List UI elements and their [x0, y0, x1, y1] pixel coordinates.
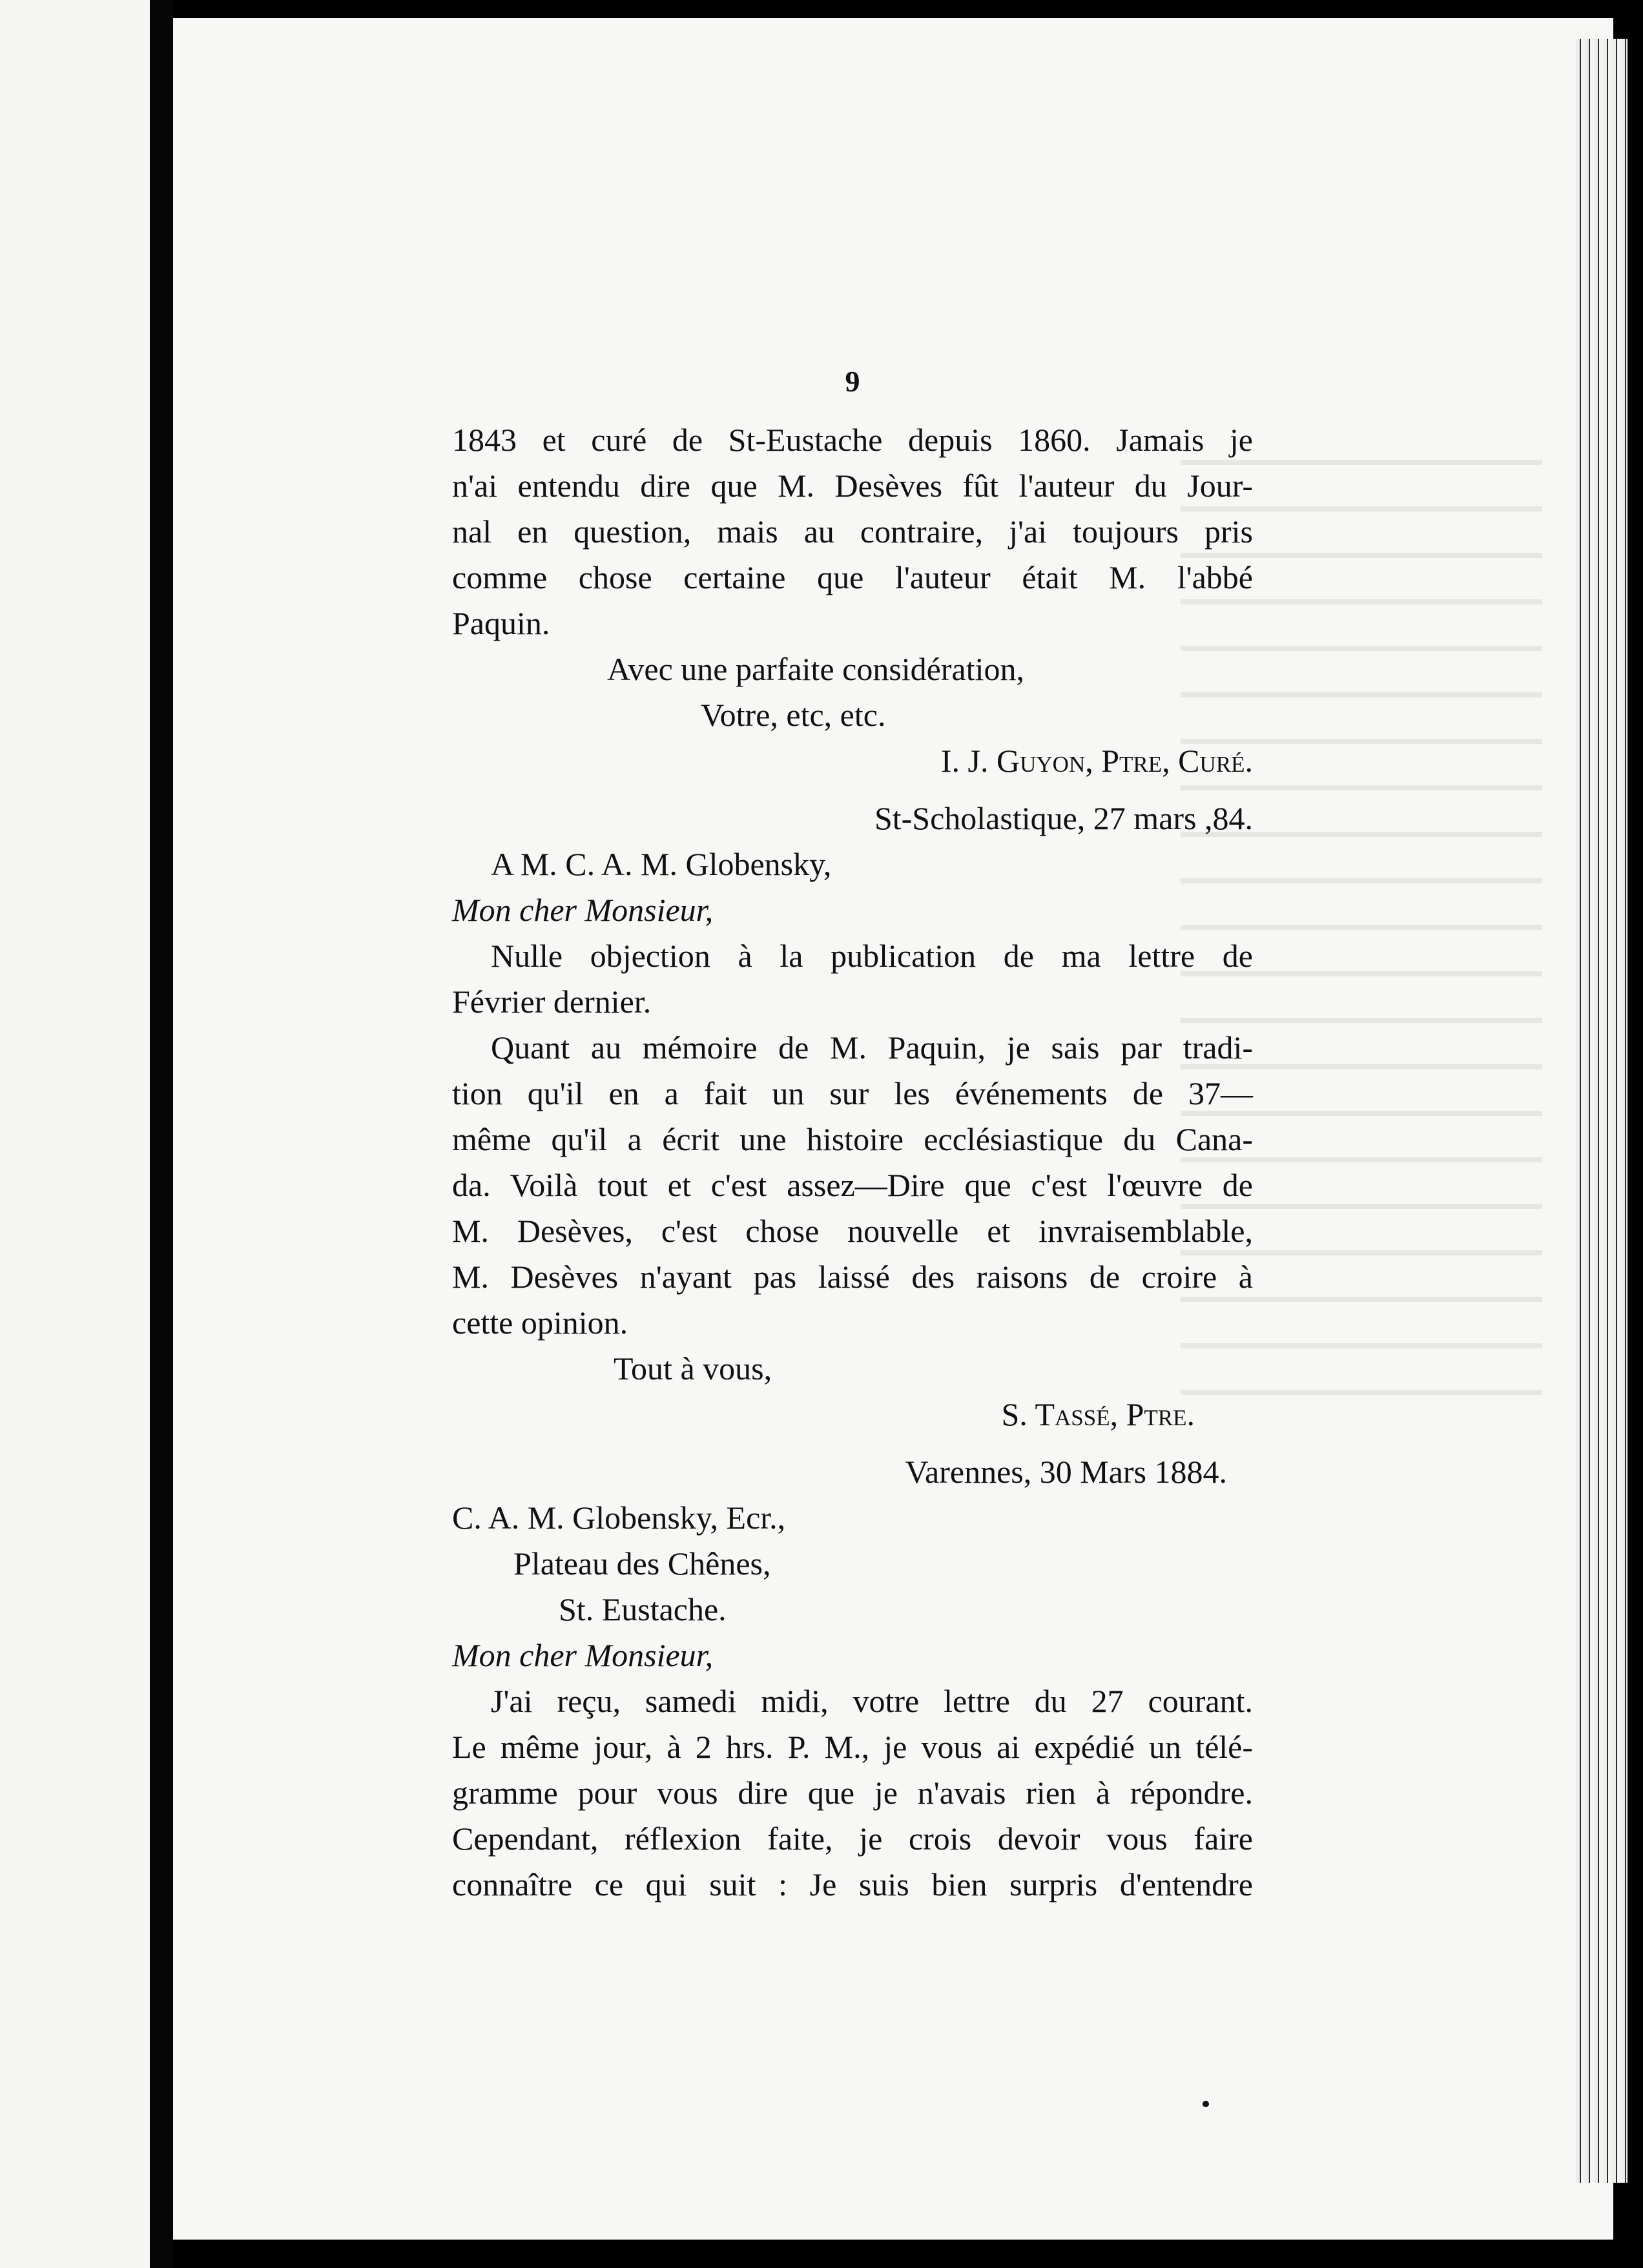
text-line: connaître ce qui suit : Je suis bien surpris d'entendre — [452, 1866, 1253, 1902]
letter-recipient: A M. C. A. M. Globensky, — [491, 846, 832, 882]
text-line: même qu'il a écrit une histoire ecclésiastique du Cana- — [452, 1121, 1253, 1157]
text-line: M. Desèves n'ayant pas laissé des raisons de croire à — [452, 1259, 1253, 1295]
text-line: Février dernier. — [452, 984, 652, 1020]
text-line: gramme pour vous dire que je n'avais rien à répondre. — [452, 1775, 1253, 1811]
text-line: Cependant, réflexion faite, je crois devoir vous faire — [452, 1820, 1253, 1857]
text-line: Le même jour, à 2 hrs. P. M., je vous ai expédié un télé- — [452, 1729, 1253, 1765]
facing-page-edge — [0, 0, 150, 2268]
text-line: da. Voilà tout et c'est assez—Dire que c'est l'œuvre de — [452, 1167, 1253, 1203]
letter-dateline: Varennes, 30 Mars 1884. — [905, 1454, 1227, 1490]
page-number: 9 — [845, 365, 860, 398]
text-line: nal en question, mais au contraire, j'ai toujours pris — [452, 513, 1253, 550]
closing-line: Votre, etc, etc. — [701, 697, 886, 733]
letter-address: St. Eustache. — [559, 1591, 727, 1627]
text-line: tion qu'il en a fait un sur les événements de 37— — [452, 1075, 1253, 1111]
letter-salutation: Mon cher Monsieur, — [452, 892, 714, 928]
text-line: Paquin. — [452, 605, 550, 641]
closing-line: Avec une parfaite considération, — [607, 651, 1024, 687]
page-stack-edges — [1576, 39, 1628, 2183]
letter-dateline: St-Scholastique, 27 mars ,84. — [874, 800, 1253, 836]
text-line: 1843 et curé de St-Eustache depuis 1860. Jamais je — [452, 422, 1253, 458]
text-line: M. Desèves, c'est chose nouvelle et invraisemblable, — [452, 1213, 1253, 1249]
ink-speck — [1203, 2101, 1209, 2107]
text-line: J'ai reçu, samedi midi, votre lettre du 27 courant. — [491, 1683, 1253, 1719]
book-gutter — [150, 0, 173, 2268]
signature: I. J. Guyon, Ptre, Curé. — [940, 743, 1253, 779]
letter-address: Plateau des Chênes, — [513, 1545, 771, 1582]
text-line: n'ai entendu dire que M. Desèves fût l'auteur du Jour- — [452, 468, 1253, 504]
text-line: comme chose certaine que l'auteur était M. l'abbé — [452, 559, 1253, 595]
text-line: Nulle objection à la publication de ma lettre de — [491, 938, 1253, 974]
letter-salutation: Mon cher Monsieur, — [452, 1637, 714, 1673]
text-line: cette opinion. — [452, 1304, 628, 1341]
signature: S. Tassé, Ptre. — [1001, 1396, 1195, 1432]
closing-line: Tout à vous, — [614, 1350, 772, 1387]
page-text — [452, 358, 1253, 1908]
letter-recipient: C. A. M. Globensky, Ecr., — [452, 1500, 786, 1536]
text-line: Quant au mémoire de M. Paquin, je sais par tradi- — [491, 1029, 1253, 1066]
